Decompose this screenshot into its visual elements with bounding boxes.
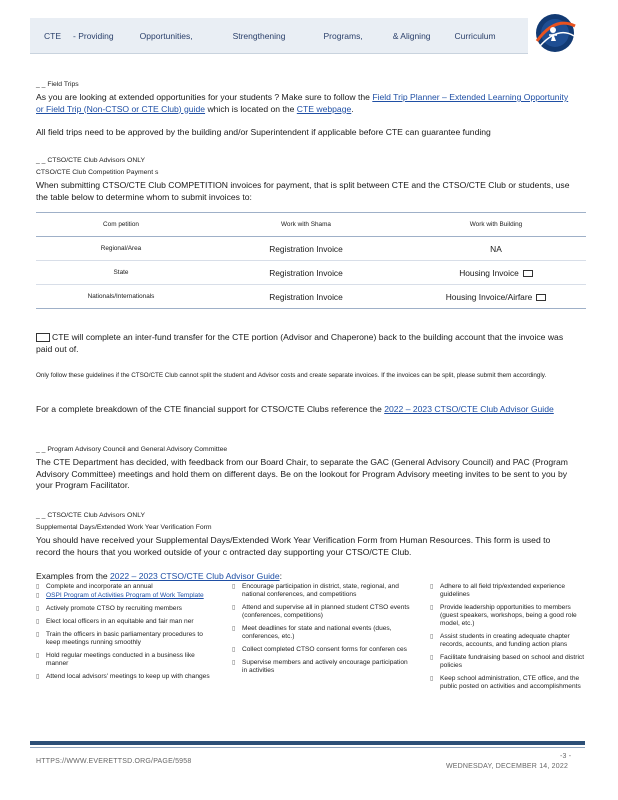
list-item: ▯ Facilitate fundraising based on school and district policies: [430, 654, 585, 669]
table-cell: Housing Invoice: [406, 261, 586, 285]
footer-url[interactable]: HTTPS://WWW.EVERETTSD.ORG/PAGE/5958: [36, 758, 192, 765]
field-trips-heading: _ _ Field Trips: [36, 81, 79, 88]
header-item: Strengthening: [232, 30, 286, 41]
field-trip-planner-link[interactable]: Field Trip Planner – Extended Learning Opportunity or Field Trip (Non-CTSO or CTE Club) guide: [36, 92, 569, 114]
list-item: ▯ Hold regular meetings conducted in a business like manner: [36, 652, 195, 667]
supplemental-form-text: You should have received your Supplemental Days/Extended Work Year Verification Form from Human Resources. This form is used to record the hours that you worked outside of your c ontracted day supporting your CTSO/CTE Club.: [36, 535, 551, 557]
list-item: ▯ Attend and supervise all in planned student CTSO events (conferences, competitions): [232, 604, 410, 619]
header-item: & Aligning: [392, 30, 431, 41]
advisors-heading: _ _ CTSO/CTE Club Advisors ONLY: [36, 157, 146, 164]
list-item: ▯ Actively promote CTSO by recruiting members: [36, 605, 182, 612]
footer-rule-thin: [30, 747, 585, 748]
list-item: ▯ Train the officers in basic parliamentary procedures to keep meetings running smoothly: [36, 631, 203, 646]
cte-webpage-link[interactable]: CTE webpage: [296, 103, 352, 114]
list-item: ▯ Attend local advisors' meetings to keep up with changes: [36, 673, 210, 680]
bullet-box-icon: ▯: [232, 647, 236, 653]
financial-support-text: For a complete breakdown of the CTE financial support for CTSO/CTE Clubs reference the 2022 – 2023 CTSO/CTE Club Advisor Guide: [36, 404, 554, 414]
list-item: ▯ Elect local officers in an equitable and fair man ner: [36, 618, 194, 625]
inter-fund-transfer-text: CTE will complete an inter-fund transfer for the CTE portion (Advisor and Chaperone) back to the building account that the invoice was paid out of.: [36, 332, 564, 354]
header-item: CTE: [44, 30, 61, 41]
ospi-template-link[interactable]: OSPI Program of Activities Program of Work Template: [46, 592, 204, 599]
list-item: [36, 592, 216, 600]
bullet-box-icon: ▯: [36, 619, 40, 625]
field-trips-paragraph: As you are looking at extended opportunities for your students ? Make sure to follow the Field Trip Planner – Extended Learning Opportunity or Field Trip (Non-CTSO or CTE Club) guide which is located on the CTE webpage.: [36, 92, 569, 114]
table-row: [36, 261, 586, 285]
list-item: ▯ Assist students in creating adequate chapter records, accounts, and funding action plans: [430, 633, 570, 648]
bullet-box-icon: ▯: [36, 632, 40, 638]
bullet-box-icon: ▯: [36, 653, 40, 659]
bullet-box-icon: ▯: [36, 674, 40, 680]
list-item: ▯ Meet deadlines for state and national events (dues, conferences, etc.): [232, 625, 392, 640]
competition-payments-heading: CTSO/CTE Club Competition Payment s: [36, 169, 159, 176]
table-cell: Registration Invoice: [206, 261, 406, 285]
list-item: ▯ Supervise members and actively encourage participation in activities: [232, 659, 408, 674]
bullet-box-icon: ▯: [430, 634, 434, 640]
bullet-box-icon: ▯: [232, 584, 236, 590]
table-header: Work with Building: [406, 213, 586, 237]
page-number: -3 -: [560, 753, 572, 760]
table-cell: Housing Invoice/Airfare: [406, 285, 586, 309]
checkbox-square-icon: [523, 270, 533, 277]
table-cell: Registration Invoice: [206, 237, 406, 261]
header-item: Opportunities,: [139, 30, 193, 41]
list-item: ▯ Keep school administration, CTE office, and the public posted on activities and accomplishments: [430, 675, 581, 690]
bullet-box-icon: ▯: [430, 584, 434, 590]
table-cell: NA: [406, 237, 586, 261]
list-item: ▯ Collect completed CTSO consent forms for conferen ces: [232, 646, 407, 653]
advisory-council-heading: _ _ Program Advisory Council and General Advisory Committee: [36, 446, 228, 453]
checkbox-square-icon: [36, 333, 50, 342]
duties-column-1: [36, 583, 216, 686]
field-trips-approval-text: All field trips need to be approved by the building and/or Superintendent if applicable before CTE can guarantee funding: [36, 127, 491, 137]
bullet-box-icon: ▯: [232, 660, 236, 666]
examples-line: Examples from the 2022 – 2023 CTSO/CTE Club Advisor Guide:: [36, 571, 282, 581]
table-cell: State: [36, 261, 206, 285]
list-item: ▯ Complete and incorporate an annual: [36, 583, 153, 590]
advisor-guide-examples-link[interactable]: 2022 – 2023 CTSO/CTE Club Advisor Guide: [110, 571, 280, 581]
header-item: - Providing: [73, 30, 114, 41]
supplemental-advisors-heading: _ _ CTSO/CTE Club Advisors ONLY: [36, 512, 146, 519]
split-invoice-guidelines: Only follow these guidelines if the CTSO/CTE Club cannot split the student and Advisor costs and create separate invoices. If the invoices can be split, please submit them accordingly.: [36, 372, 547, 379]
bullet-box-icon: ▯: [36, 584, 40, 590]
advisor-guide-link[interactable]: 2022 – 2023 CTSO/CTE Club Advisor Guide: [384, 404, 554, 414]
bullet-box-icon: ▯: [430, 655, 434, 661]
table-row: [36, 285, 586, 309]
table-cell: Nationals/Internationals: [36, 285, 206, 309]
invoice-routing-table: [36, 212, 586, 309]
footer-rule: [30, 741, 585, 745]
bullet-box-icon: ▯: [232, 626, 236, 632]
invoice-intro-text: When submitting CTSO/CTE Club COMPETITION invoices for payment, that is split between CTE and the CTSO/CTE Club or students, use the table below to determine whom to submit invoices to:: [36, 180, 570, 202]
advisory-council-text: The CTE Department has decided, with feedback from our Board Chair, to separate the GAC (General Advisory Council) and PAC (Program Advisory Committee) meetings and hold them on different days. Be on the lookout for Program Advisory meeting invites to be sent to you by your Program Facilitator.: [36, 457, 568, 490]
district-logo-icon: [528, 6, 582, 60]
table-cell: Registration Invoice: [206, 285, 406, 309]
table-header: Com petition: [36, 213, 206, 237]
bullet-box-icon: ▯: [36, 606, 40, 612]
header-item: Programs,: [323, 30, 363, 41]
table-cell: Regional/Area: [36, 237, 206, 261]
footer-date: WEDNESDAY, DECEMBER 14, 2022: [446, 763, 569, 770]
header-banner: [30, 18, 532, 54]
list-item: ▯ Encourage participation in district, state, regional, and national conferences, and competitions: [232, 583, 399, 598]
table-row: [36, 237, 586, 261]
bullet-box-icon: ▯: [430, 676, 434, 682]
duties-column-3: [430, 583, 590, 696]
table-header: Work with Shama: [206, 213, 406, 237]
list-item: ▯ Adhere to all field trip/extended experience guidelines: [430, 583, 565, 598]
bullet-box-icon: ▯: [232, 605, 236, 611]
bullet-box-icon: ▯: [430, 605, 434, 611]
supplemental-form-heading: Supplemental Days/Extended Work Year Verification Form: [36, 524, 212, 531]
checkbox-square-icon: [536, 294, 546, 301]
list-item: ▯ Provide leadership opportunities to members (guest speakers, workshops, being a good role model, etc.): [430, 604, 577, 627]
header-item: Curriculum: [454, 30, 496, 41]
bullet-box-icon: ▯: [36, 593, 40, 599]
duties-column-2: [232, 583, 412, 680]
